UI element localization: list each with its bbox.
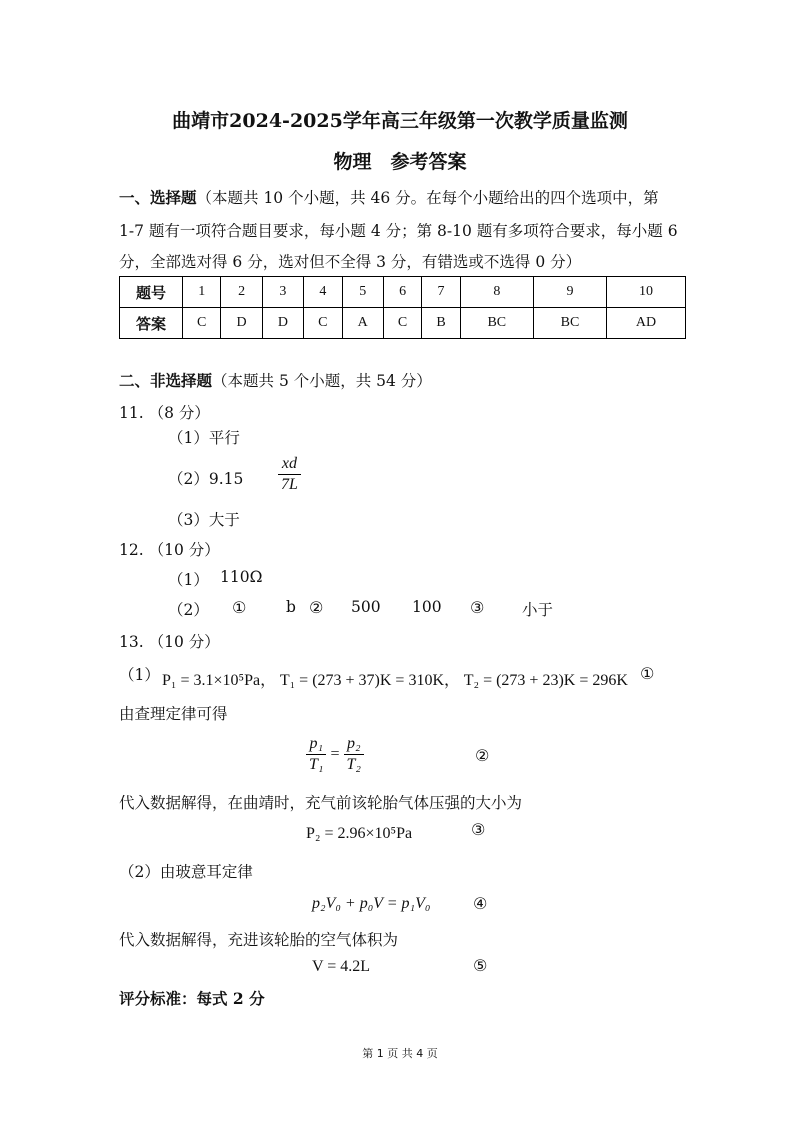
q13-equation-5: V = 4.2L (312, 958, 371, 975)
section1-desc-line2: 1-7 题有一项符合题目要求，每小题 4 分；第 8-10 题有多项符合要求，每小题 6 (119, 222, 678, 240)
section1-line1 (119, 186, 659, 208)
table-cell: 6 (383, 277, 421, 308)
q13-part2-label: （2）由玻意耳定律 (119, 863, 253, 881)
q12-part1-label: （1） (168, 571, 209, 589)
q13-result-2-text: 代入数据解得，充进该轮胎的空气体积为 (119, 931, 399, 949)
table-cell: B (422, 308, 460, 339)
page-footer: 第 1 页 共 4 页 (362, 1047, 438, 1060)
q13-law-1: 由查理定律可得 (119, 705, 228, 723)
q11-label: 11. （8 分） (119, 404, 210, 422)
fraction-numerator: xd (278, 454, 301, 475)
q13-label: 13. （10 分） (119, 633, 220, 651)
page-subtitle: 物理 参考答案 (333, 151, 467, 173)
q11-part1: （1）平行 (168, 429, 240, 447)
q13-equation-2: $\frac{\text{p₁}}{\text{T₁}}$ = $\frac{\text{p₂}}{\text{T₂}}$ (306, 734, 364, 775)
row-label-number: 题号 (120, 277, 183, 308)
circled-2: ② (475, 746, 490, 765)
q13-equation-1: P₁ = 3.1×10⁵Pa， T₁ = (273 + 37)K = 310K， T₂ = (273 + 23)K = 296K (162, 672, 628, 689)
table-cell: C (183, 308, 221, 339)
section1-heading: 一、选择题 (119, 188, 197, 207)
table-cell: C (383, 308, 421, 339)
q12-part1-value: 110Ω (220, 568, 263, 586)
table-cell: 1 (183, 277, 221, 308)
section2-heading: 二、非选择题 (119, 371, 213, 390)
table-cell: BC (533, 308, 606, 339)
circled-2: ② (309, 598, 324, 617)
q12-label: 12. （10 分） (119, 541, 220, 559)
fraction-denominator: 7L (281, 476, 298, 493)
circled-5: ⑤ (473, 956, 488, 975)
table-cell: AD (607, 308, 686, 339)
q12-value-500: 500 (351, 598, 381, 616)
fraction-numerator: p₁ (306, 734, 326, 755)
table-cell: 10 (607, 277, 686, 308)
table-cell: A (342, 308, 383, 339)
section1-desc-line3: 分，全部选对得 6 分，选对但不全得 3 分，有错选或不选得 0 分） (119, 253, 582, 271)
table-cell: 7 (422, 277, 460, 308)
table-cell: BC (460, 308, 533, 339)
q13-equation-3: P₂ = 2.96×10⁵Pa (306, 825, 413, 842)
section2-desc: （本题共 5 个小题，共 54 分） (212, 372, 432, 390)
q12-value-less: 小于 (522, 601, 554, 619)
table-cell: 9 (533, 277, 606, 308)
page-title: 曲靖市2024-2025学年高三年级第一次教学质量监测 (172, 110, 628, 132)
table-cell: 8 (460, 277, 533, 308)
circled-4: ④ (473, 894, 488, 913)
q13-result-1-text: 代入数据解得，在曲靖时，充气前该轮胎气体压强的大小为 (119, 794, 523, 812)
table-cell: 2 (221, 277, 262, 308)
table-row-numbers (120, 277, 686, 308)
answer-table (119, 276, 686, 339)
section1-desc-line1: （本题共 10 个小题，共 46 分。在每个小题给出的四个选项中，第 (196, 189, 659, 207)
q11-part2-label: （2）9.15 (168, 470, 244, 488)
circled-1: ① (640, 664, 655, 683)
table-cell: 3 (262, 277, 303, 308)
q12-option-b: b (286, 598, 296, 616)
table-cell: D (262, 308, 303, 339)
q11-part3: （3）大于 (168, 511, 240, 529)
table-cell: D (221, 308, 262, 339)
q12-part2-label: （2） (168, 601, 209, 619)
q13-part1-label: （1） (119, 666, 160, 684)
fraction-denominator: T₂ (346, 756, 361, 773)
row-label-answer: 答案 (120, 308, 183, 339)
section2-line (119, 369, 432, 391)
circled-1: ① (232, 598, 247, 617)
q12-value-100: 100 (412, 598, 442, 616)
circled-3: ③ (471, 820, 486, 839)
q13-equation-4: p₂V₀ + p₀V = p₁V₀ (312, 895, 431, 912)
table-cell: 4 (304, 277, 342, 308)
fraction-denominator: T₁ (309, 756, 324, 773)
fraction-numerator: p₂ (344, 734, 364, 755)
circled-3: ③ (470, 598, 485, 617)
table-cell: 5 (342, 277, 383, 308)
table-cell: C (304, 308, 342, 339)
table-row-answers (120, 308, 686, 339)
grading-standard: 评分标准：每式 2 分 (119, 989, 265, 1008)
q11-fraction (278, 454, 301, 495)
